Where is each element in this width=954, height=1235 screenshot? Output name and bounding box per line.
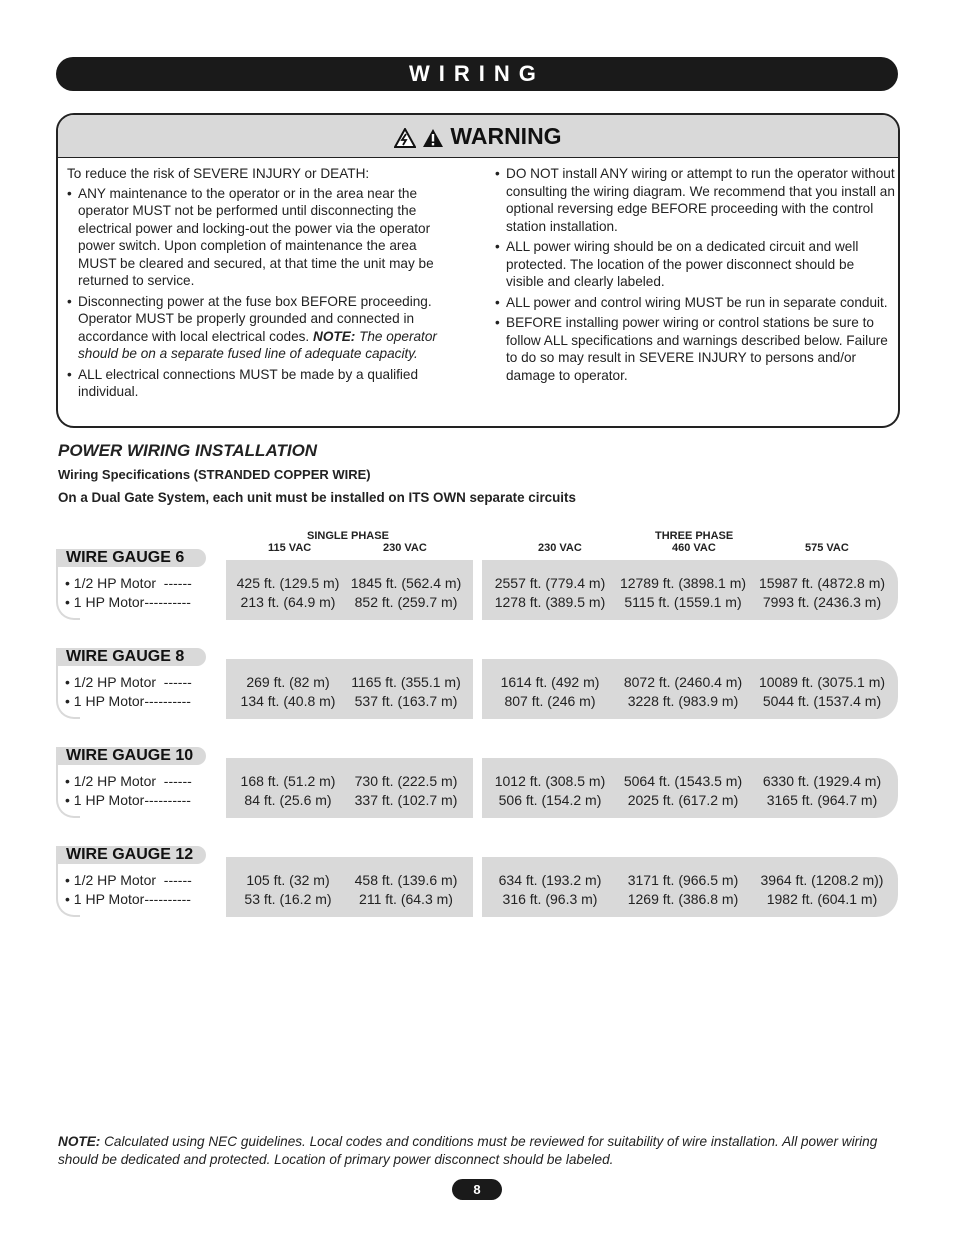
motor-label: 1/2 HP Motor ------ [73, 674, 192, 690]
footer-note [58, 1133, 888, 1169]
distance-cell: 12789 ft. (3898.1 m) [619, 575, 747, 591]
col-230vac-single: 230 VAC [383, 542, 427, 554]
wire-gauge-label: WIRE GAUGE 10 [56, 747, 206, 765]
distance-cell: 3171 ft. (966.5 m) [627, 872, 739, 888]
motor-label: 1 HP Motor---------- [73, 792, 191, 808]
section-title: POWER WIRING INSTALLATION [58, 441, 318, 460]
distance-cell: 852 ft. (259.7 m) [354, 594, 458, 610]
page-title: WIRING [409, 61, 545, 86]
warning-bullet: • DO NOT install ANY wiring or attempt to run the operator without consulting the wiring diagram. We recommend that you install an optional reversing edge BEFORE proceeding with the control station installation. [495, 166, 895, 234]
warning-bullet: • ALL power wiring should be on a dedicated circuit and well protected. The location of the power disconnect should be visible and clearly labeled. [495, 239, 859, 289]
warning-intro: To reduce the risk of SEVERE INJURY or DEATH: [67, 166, 370, 181]
warning-bullet: • Disconnecting power at the fuse box BEFORE proceeding. Operator MUST be properly grounded and connected in accordance with local electrical codes. NOTE: The operator should be on a separate fused line of adequate capacity. [67, 293, 437, 361]
motor-row-label [65, 693, 191, 709]
motor-label: 1 HP Motor---------- [73, 891, 191, 907]
distance-cell: 3228 ft. (983.9 m) [627, 693, 739, 709]
bullet-icon: • [65, 693, 74, 709]
distance-cell: 269 ft. (82 m) [246, 674, 330, 690]
distance-cell: 537 ft. (163.7 m) [354, 693, 458, 709]
distance-cell: 15987 ft. (4872.8 m) [758, 575, 886, 591]
distance-cell: 5115 ft. (1559.1 m) [624, 594, 742, 610]
distance-cell: 730 ft. (222.5 m) [354, 773, 458, 789]
motor-row-label [65, 674, 192, 690]
motor-row-label [65, 594, 191, 610]
warning-bullet: • ALL power and control wiring MUST be run in separate conduit. [495, 294, 888, 310]
distance-cell: 211 ft. (64.3 m) [359, 891, 453, 907]
warning-left-column [67, 165, 452, 404]
wire-gauge-block [56, 846, 898, 936]
col-575vac: 575 VAC [805, 542, 849, 554]
wire-gauge-panel [56, 560, 898, 620]
motor-row-label [65, 773, 192, 789]
bullet-icon: • [65, 773, 74, 789]
distance-cell: 168 ft. (51.2 m) [240, 773, 336, 789]
distance-cell: 316 ft. (96.3 m) [502, 891, 598, 907]
distance-cell: 7993 ft. (2436.3 m) [762, 594, 882, 610]
distance-cell: 1165 ft. (355.1 m) [351, 674, 461, 690]
bullet-icon: • [67, 185, 72, 201]
col-115vac: 115 VAC [268, 542, 312, 554]
wire-gauge-panel [56, 857, 898, 917]
wire-gauge-panel [56, 659, 898, 719]
three-phase-header: THREE PHASE [655, 530, 734, 542]
distance-cell: 5044 ft. (1537.4 m) [762, 693, 882, 709]
motor-row-label [65, 792, 191, 808]
warning-title: WARNING [450, 123, 562, 149]
wire-gauge-panel [56, 758, 898, 818]
warning-note-text: The operator should be on a separate fused line of adequate capacity. [78, 328, 437, 361]
bullet-icon: • [65, 792, 74, 808]
wire-gauge-label: WIRE GAUGE 6 [56, 549, 206, 567]
distance-cell: 3165 ft. (964.7 m) [766, 792, 878, 808]
warning-box [56, 113, 900, 428]
wire-gauge-block [56, 648, 898, 738]
distance-cell: 84 ft. (25.6 m) [244, 792, 332, 808]
distance-cell: 634 ft. (193.2 m) [498, 872, 602, 888]
distance-cell: 134 ft. (40.8 m) [240, 693, 336, 709]
bullet-icon: • [65, 872, 74, 888]
distance-cell: 1278 ft. (389.5 m) [494, 594, 606, 610]
motor-label: 1/2 HP Motor ------ [73, 872, 192, 888]
motor-label: 1/2 HP Motor ------ [73, 575, 192, 591]
bullet-icon: • [495, 315, 500, 330]
bullet-icon: • [65, 891, 74, 907]
page-title-bar [56, 57, 898, 91]
electric-shock-icon [394, 128, 416, 148]
warning-right-column [495, 165, 895, 387]
distance-cell: 213 ft. (64.9 m) [240, 594, 336, 610]
distance-cell: 1982 ft. (604.1 m) [766, 891, 878, 907]
footer-note-text: Calculated using NEC guidelines. Local codes and conditions must be reviewed for suitability of wire installation. All power wiring should be dedicated and protected. Location of primary power disconnect should be labeled. [58, 1134, 878, 1167]
distance-cell: 53 ft. (16.2 m) [244, 891, 332, 907]
distance-cell: 1269 ft. (386.8 m) [627, 891, 739, 907]
bullet-icon: • [67, 366, 72, 382]
bullet-icon: • [495, 239, 500, 254]
wire-gauge-label: WIRE GAUGE 8 [56, 648, 206, 666]
distance-cell: 425 ft. (129.5 m) [236, 575, 340, 591]
warning-header [58, 115, 898, 158]
wire-gauge-block [56, 747, 898, 837]
distance-cell: 8072 ft. (2460.4 m) [623, 674, 743, 690]
motor-row-label [65, 575, 192, 591]
warning-bullet: • ALL electrical connections MUST be made by a qualified individual. [67, 366, 419, 399]
warning-bullet: • BEFORE installing power wiring or control stations be sure to follow ALL specifications and warnings described below. Failure to do so may result in SEVERE INJURY to persons and/or damage to operator. [495, 315, 888, 383]
distance-cell: 3964 ft. (1208.2 m)) [760, 872, 884, 888]
motor-label: 1/2 HP Motor ------ [73, 773, 192, 789]
distance-cell: 506 ft. (154.2 m) [498, 792, 602, 808]
distance-cell: 1012 ft. (308.5 m) [494, 773, 606, 789]
wire-gauge-block [56, 549, 898, 639]
distance-cell: 6330 ft. (1929.4 m) [762, 773, 882, 789]
distance-cell: 458 ft. (139.6 m) [354, 872, 458, 888]
warning-bullet: • ANY maintenance to the operator or in the area near the operator MUST not be performed until disconnecting the electrical power and locking-out the power via the operator power switch. Upon completion of maintenance the area MUST be cleared and secured, at that time the unit may be returned to service. [67, 185, 434, 288]
distance-cell: 1845 ft. (562.4 m) [350, 575, 462, 591]
bullet-icon: • [65, 594, 74, 610]
distance-cell: 2557 ft. (779.4 m) [494, 575, 606, 591]
bullet-icon: • [495, 294, 500, 310]
motor-row-label [65, 891, 191, 907]
warning-note-label: NOTE: [313, 328, 356, 344]
col-230vac-three: 230 VAC [538, 542, 582, 554]
distance-cell: 1614 ft. (492 m) [500, 674, 600, 690]
distance-cell: 105 ft. (32 m) [246, 872, 330, 888]
distance-cell: 2025 ft. (617.2 m) [627, 792, 739, 808]
page-number: 8 [452, 1179, 502, 1200]
col-460vac: 460 VAC [672, 542, 716, 554]
motor-label: 1 HP Motor---------- [73, 693, 191, 709]
footer-note-label: NOTE: [58, 1134, 101, 1149]
motor-row-label [65, 872, 192, 888]
single-phase-header: SINGLE PHASE [307, 530, 389, 542]
distance-cell: 5064 ft. (1543.5 m) [623, 773, 743, 789]
bullet-icon: • [65, 575, 74, 591]
distance-cell: 807 ft. (246 m) [504, 693, 596, 709]
motor-label: 1 HP Motor---------- [73, 594, 191, 610]
bullet-icon: • [495, 166, 500, 181]
bullet-icon: • [65, 674, 74, 690]
distance-cell: 337 ft. (102.7 m) [354, 792, 458, 808]
dual-gate-note: On a Dual Gate System, each unit must be installed on ITS OWN separate circuits [58, 490, 576, 505]
bullet-icon: • [67, 293, 72, 309]
wire-gauge-label: WIRE GAUGE 12 [56, 846, 206, 864]
caution-icon [422, 128, 444, 148]
wiring-specifications: Wiring Specifications (STRANDED COPPER WIRE) [58, 467, 371, 482]
distance-cell: 10089 ft. (3075.1 m) [758, 674, 886, 690]
